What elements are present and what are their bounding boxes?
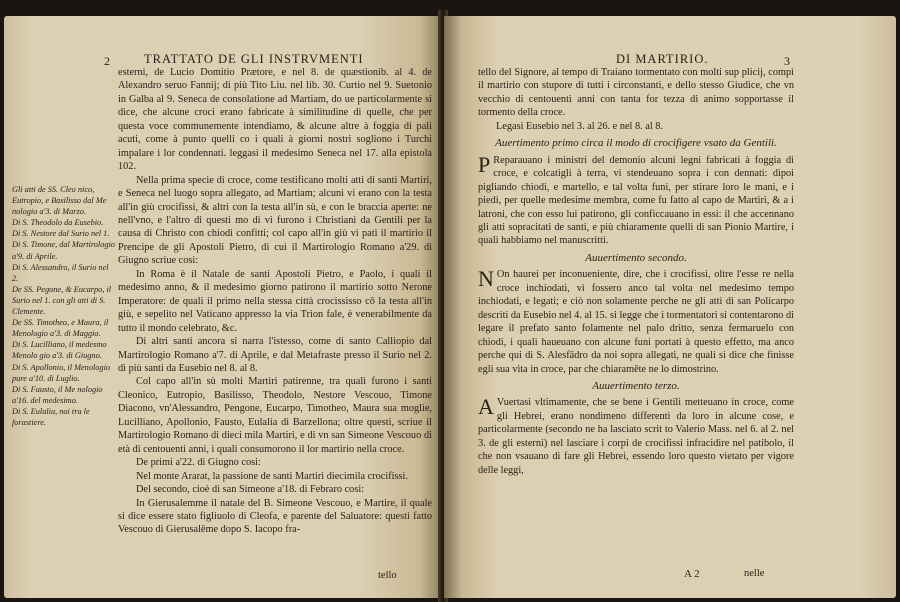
- section-heading: Auuertimento terzo.: [592, 379, 680, 392]
- margin-note: Di S. Fausto, il Me nologio a'16. del medesimo.: [12, 384, 103, 405]
- section-text: Reparauano i ministri del demonio alcuni legni fabricati à foggia di croce, e colcatigli à terra, vi stendeuano sopra i con dennati: dipoi pigliando chiodi, e martello, e tal volta funi, per stirare loro le mani, e i piedi, per quelle medesime membra, come fu fatto al capo de Martiri, & a i latroni, che con esso lui patirono, gli conficcauano in essi: il che accennano gli atti sopracitati de santi, e più chiaramente quelli di san Pionio Martire, i quali habbiamo nel manuscritti.: [478, 154, 794, 247]
- section-heading: Auuertimento secondo.: [585, 251, 687, 264]
- margin-note: De SS. Pegone, & Eucarpo, il Surio nel 1. con gli atti di S. Clemente.: [12, 284, 112, 317]
- margin-note: Di S. Alessandro, il Surio nel 2.: [12, 262, 109, 283]
- page-number: 3: [784, 54, 790, 68]
- left-page: [4, 16, 442, 598]
- margin-note: Di S. Nestore dal Surio nel 1.: [12, 229, 110, 239]
- paragraph: tello del Signore, al tempo di Traiano tormentato con molti sup plicij, compì il martirio con stupore di tutti i circonstanti, e dello stesso Giudice, che vn vecchio di centouenti anni con tanta for tezza di animo sopportasse il tormento della croce.: [478, 67, 794, 119]
- section-paragraph: [478, 396, 794, 477]
- paragraph: Del secondo, cioè di san Simeone a'18. di Febraro cosi:: [136, 484, 365, 496]
- quotation: Nel monte Ararat, la passione de santi Martiri diecimila crocifissi.: [136, 470, 408, 482]
- section-text: On haurei per inconueniente, dire, che i crocifissi, oltre l'esse re nella croce inchiodati, vi fossero anco tal volta nel medesimo tempo inchiodati, e legati; e ciò non solamente perche ne gli atti di san Policarpo descriti da Eusebio nel 4. al 15. si legge che i tormentatori si contentarono di legare il prefato santo folamente nel palo dritto, senza fermaruelo con chiodi, i quali haueuano con alcune funi portati à questo effetto, ma anco perche qui di S. Alesfādro da noi sopra allegati, ne quali si dice che finisse egli sua vita in croce, par che chiaramēte ne lo dimostrino.: [478, 269, 794, 375]
- running-head: DI MARTIRIO.: [616, 52, 709, 66]
- margin-note: Di S. Apollonio, il Menologio pure a'10. di Luglio.: [12, 362, 111, 383]
- margin-note: Di S. Eulalia, noi tra le forastiere.: [12, 406, 90, 427]
- left-body-text: [118, 66, 432, 537]
- section-heading: Auertimento primo circa il modo di crocifigere vsato da Gentili.: [495, 137, 777, 150]
- margin-notes: [12, 184, 116, 428]
- margin-note: Di S. Lucilliano, il medesmo Menolo gio a'3. di Giugno.: [12, 340, 107, 361]
- section-paragraph: [478, 268, 794, 376]
- margin-note: De SS. Timotheo, e Maura, il Menologio a'3. di Maggio.: [12, 318, 109, 339]
- margin-note: Gli atti de SS. Cleo nico, Eutropio, e Basilisso dal Me nologio a'3. di Marzo.: [12, 185, 107, 217]
- paragraph: De primi a'22. di Giugno cosi:: [136, 457, 261, 469]
- catchword: tello: [378, 570, 397, 581]
- margin-note: Di S. Theodolo da Eusebio.: [12, 218, 104, 228]
- drop-cap: N: [478, 266, 494, 292]
- margin-note: Di S. Timone, dal Martirologio a'9. di Aprile.: [12, 240, 115, 261]
- quotation: In Gierusalemme il natale del B. Simeone Vescouo, e Martire, il quale si dice essere stato figliuolo di Cleofa, e parente del Saluatore: questi fatto Vescouo di Gierusalēme dopo S. Iacopo fra-: [118, 497, 432, 536]
- drop-cap: A: [478, 394, 494, 420]
- right-body-text: [478, 66, 794, 477]
- reference-line: Legasi Eusebio nel 3. al 26. e nel 8. al 8.: [496, 120, 663, 132]
- paragraph: Nella prima specie di croce, come testificano molti atti di santi Martiri, e Seneca nel luogo sopra allegato, ad Martiam; alcuni vi erano con la testa all'in giù crocifissi, & altri con la testa all'in sù, e con le braccia aperte: ne nell'vno, e l'altro di questi mo di vi furono i Christiani da Gentili per la causa di Christo con chiodi confitti; col capo all'in giù vi patì il martirio il Prencipe de gli Apostoli Pietro, di cui il Martirologio Romano a'29. di Giugno scriue cosi:: [118, 174, 432, 267]
- quotation: In Roma è il Natale de santi Apostoli Pietro, e Paolo, i quali il medesimo anno, & il medesimo giorno patirono il martirio sotto Nerone Imperatore: de quali il primo nella stessa città crocississo cō la testa all'in giù, e sepelito nel Vaticano appresso la via Trion fale, è venerabilmente da tutto il mondo celebrato, &c.: [118, 268, 432, 334]
- signature-mark: A 2: [684, 568, 700, 580]
- section-paragraph: [478, 151, 794, 248]
- right-page: [444, 16, 896, 598]
- page-number: 2: [104, 54, 110, 68]
- section-text: Vuertasi vltimamente, che se bene i Gentili metteuano in croce, come gli Hebrei, erano nondimeno differenti da loro in alcune cose, e particolarmente (secondo ne ha lasciato scrit to Valerio Mass. nel 6. al 2. nel 3. de gli esterni) nel lasciare i corpi de crocifissi infracidire nel patibolo, il che non vsauano di fare gli Hebrei, essendo loro questo vietato per vigore delle leggi,: [478, 397, 794, 476]
- paragraph: Col capo all'in sù molti Martiri patirenne, tra quali furono i santi Cleonico, Eutropio, Basilisso, Theodolo, Nestore Vescouo, Timone Diacono, vn'Alessandro, Pengone, Eucarpo, Timotheo, Maura sua moglie, Lucilliano, Apollonio, Fausto, Eulalia di Barzellona; oltre questi, scriue il Martirologio Romano di dieci mila Martiri, e di vn san Simeone Vescouo di età di centouenti anni, i quali consumorono il lor martirio nella croce.: [118, 376, 432, 455]
- paragraph: Di altri santi ancora si narra l'istesso, come di santo Calliopio dal Martirologio Romano a'7. di Aprile, e dal Metafraste presso il Surio nel 2. dì più santi da Eusebio nel 8. al 8.: [118, 336, 432, 374]
- paragraph: esterni, de Lucio Domitio Prætore, e nel 8. de quæstionib. al 4. de Alexandro seruo Fannij; di più Tito Liu. nel lib. 30. Curtio nel 9. Suetonio in Galba al 9. Seneca de consolatione ad Martiam, do ue particolarmente si dice, che alcune croci erano fabricate à similitudine di quelle, che per questa voce communemente intendiamo, & alcune altre à foggia di pali acuti, come à punto quelli co i quali à giorni nostri sogliono i Turchi impalare i lor condennati. leggasi il medesimo Seneca nel 17. alla epistola 102.: [118, 67, 432, 173]
- running-head: TRATTATO DE GLI INSTRVMENTI: [144, 52, 364, 66]
- drop-cap: P: [478, 151, 491, 177]
- catchword: nelle: [744, 568, 765, 579]
